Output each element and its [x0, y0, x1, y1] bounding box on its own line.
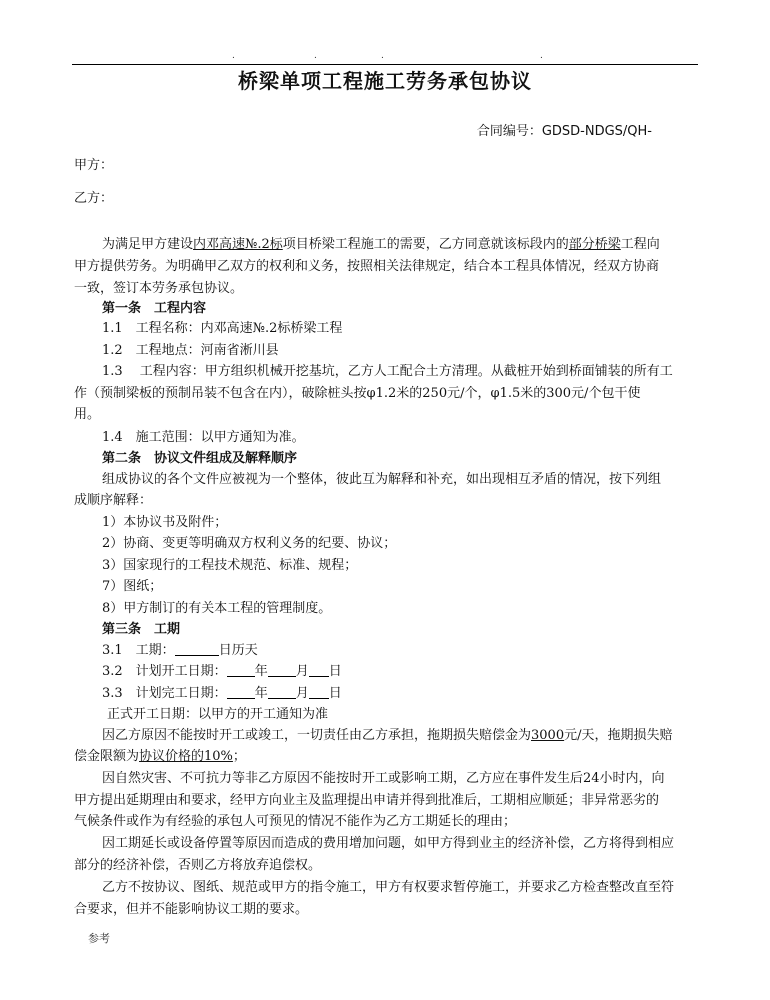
- header-dot: .: [232, 51, 235, 61]
- intro-line-1: 为满足甲方建设内邓高速№.2标项目桥梁工程施工的需要，乙方同意就该标段内的部分桥梁工程向: [102, 237, 660, 252]
- force-majeure-line-3: 气候条件或作为有经验的承包人可预见的情况不能作为乙方工期延长的理由；: [74, 814, 517, 829]
- article-1-heading: 第一条 工程内容: [102, 301, 207, 316]
- header-rule: [72, 64, 698, 65]
- article-2-para-line-1: 组成协议的各个文件应被视为一个整体，彼此互为解释和补充，如出现相互矛盾的情况，按下列组: [102, 472, 662, 487]
- header-dot: .: [314, 51, 317, 61]
- date-blank: [309, 686, 329, 699]
- article-1-item-4: 1.4 施工范围：以甲方通知为准。: [102, 430, 305, 445]
- article-2-para-line-2: 成顺序解释：: [74, 493, 153, 508]
- cost-para-line-2: 部分的经济补偿，否则乙方将放弃追偿权。: [74, 858, 322, 873]
- list-item: 1）本协议书及附件；: [102, 515, 228, 530]
- header-dot: .: [381, 51, 384, 61]
- article-1-item-3-line-3: 用。: [74, 407, 101, 422]
- article-2-heading: 第二条 协议文件组成及解释顺序: [102, 451, 298, 466]
- header-dot: .: [540, 51, 543, 61]
- document-title: 桥梁单项工程施工劳务承包协议: [238, 69, 532, 93]
- delay-para-line-2: 偿金限额为协议价格的10%；: [74, 749, 246, 764]
- planned-end-line: 3.3 计划完工日期： 年 月 日: [102, 686, 342, 701]
- scope-underlined: 部分桥梁: [568, 237, 621, 252]
- list-item: 7）图纸；: [102, 579, 163, 594]
- article-3-heading: 第三条 工期: [102, 622, 181, 637]
- planned-start-line: 3.2 计划开工日期： 年 月 日: [102, 664, 342, 679]
- date-blank: [227, 664, 255, 677]
- party-b-label: 乙方：: [74, 191, 114, 206]
- delay-para-line-1: 因乙方原因不能按时开工或竣工，一切责任由乙方承担，拖期损失赔偿金为3000元/天，拖期损失赔: [102, 728, 673, 743]
- article-1-item-2: 1.2 工程地点：河南省淅川县: [102, 343, 279, 358]
- formal-start-line: 正式开工日期：以甲方的开工通知为准: [107, 707, 329, 722]
- intro-line-2: 甲方提供劳务。为明确甲乙双方的权利和义务，按照相关法律规定，结合本工程具体情况，经双方协商: [74, 259, 660, 274]
- cost-para-line-1: 因工期延长或设备停置等原因而造成的费用增加问题，如甲方得到业主的经济补偿，乙方将得到相应: [102, 836, 675, 851]
- intro-line-3: 一致，签订本劳务承包协议。: [74, 281, 244, 296]
- article-1-item-3-line-2: 作（预制梁板的预制吊装不包含在内），破除桩头按φ1.2米的250元/个，φ1.5米的300元/个包干使: [74, 386, 641, 401]
- list-item: 3）国家现行的工程技术规范、标准、规程；: [102, 558, 358, 573]
- list-item: 8）甲方制订的有关本工程的管理制度。: [102, 601, 332, 616]
- party-a-label: 甲方：: [74, 158, 114, 173]
- date-blank: [227, 686, 255, 699]
- article-1-item-1: 1.1 工程名称：内邓高速№.2标桥梁工程: [102, 321, 343, 336]
- compliance-para-line-2: 合要求，但并不能影响协议工期的要求。: [74, 902, 309, 917]
- duration-blank: [175, 643, 219, 656]
- contract-number: 合同编号：GDSD-NDGS/QH-: [476, 124, 652, 139]
- penalty-amount: 3000: [531, 728, 565, 743]
- article-1-item-3-line-1: 1.3 工程内容：甲方组织机械开挖基坑，乙方人工配合土方清理。从截桩开始到桥面铺装的所有工: [102, 364, 673, 379]
- force-majeure-line-2: 甲方提出延期理由和要求，经甲方向业主及监理提出申请并得到批准后，工期相应顺延；非异常恶劣的: [74, 793, 660, 808]
- header-dots: [0, 52, 770, 62]
- date-blank: [309, 664, 329, 677]
- project-name-underlined: 内邓高速№.2标: [193, 237, 283, 252]
- duration-line: 3.1 工期： 日历天: [102, 643, 258, 658]
- compliance-para-line-1: 乙方不按协议、图纸、规范或甲方的指令施工，甲方有权要求暂停施工，并要求乙方检查整改直至符: [102, 880, 675, 895]
- list-item: 2）协商、变更等明确双方权利义务的纪要、协议；: [102, 536, 397, 551]
- page-footer: 参考: [88, 932, 110, 945]
- penalty-limit: 协议价格的10%: [139, 749, 233, 764]
- date-blank: [268, 686, 296, 699]
- date-blank: [268, 664, 296, 677]
- force-majeure-line-1: 因自然灾害、不可抗力等非乙方原因不能按时开工或影响工期，乙方应在事件发生后24小时内，向: [102, 771, 665, 786]
